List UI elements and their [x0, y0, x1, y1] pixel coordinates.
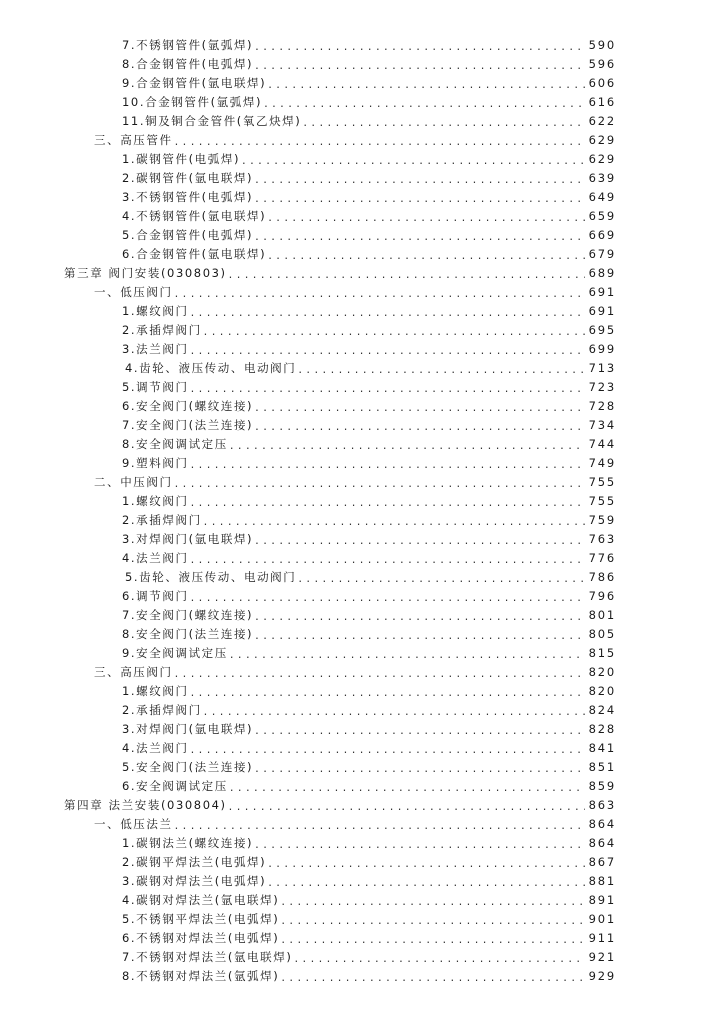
toc-page-number: 723: [588, 379, 616, 394]
toc-item-entry: [0, 529, 724, 548]
toc-item-entry: [0, 909, 724, 928]
dot-leader: [230, 780, 585, 794]
dot-leader: [175, 134, 585, 148]
toc-item-entry: [0, 339, 724, 358]
toc-entry-line: [122, 170, 616, 186]
toc-page-number: 824: [588, 702, 616, 717]
toc-entry-line: [122, 398, 616, 414]
dot-leader: [281, 970, 585, 984]
toc-section-entry: [0, 282, 724, 301]
dot-leader: [204, 704, 585, 718]
toc-page-number: 820: [588, 664, 616, 679]
toc-item-entry: [0, 681, 724, 700]
toc-entry-label: 10.合金钢管件(氩弧焊): [122, 94, 263, 109]
dot-leader: [268, 875, 585, 889]
toc-entry-line: [122, 588, 616, 604]
toc-entry-line: [94, 664, 616, 680]
dot-leader: [298, 571, 585, 585]
toc-item-entry: [0, 149, 724, 168]
toc-item-entry: [0, 928, 724, 947]
toc-entry-line: [122, 626, 616, 642]
toc-entry-line: [94, 284, 616, 300]
toc-entry-line: [122, 721, 616, 737]
toc-item-entry: [0, 852, 724, 871]
toc-item-entry: [0, 453, 724, 472]
toc-item-entry: [0, 320, 724, 339]
toc-entry-line: [94, 132, 616, 148]
toc-item-entry: [0, 548, 724, 567]
toc-page-number: 859: [588, 778, 616, 793]
toc-entry-line: [122, 949, 616, 965]
toc-entry-line: [122, 892, 616, 908]
toc-item-entry: [0, 35, 724, 54]
toc-entry-label: 6.不锈钢对焊法兰(电弧焊): [122, 930, 280, 945]
toc-page-number: 864: [588, 835, 616, 850]
toc-entry-label: 5.合金钢管件(电弧焊): [122, 227, 254, 242]
toc-item-entry: [0, 111, 724, 130]
toc-entry-label: 1.螺纹阀门: [122, 683, 189, 698]
toc-entry-label: 4.碳钢对焊法兰(氩电联焊): [122, 892, 280, 907]
toc-page-number: 691: [588, 303, 616, 318]
toc-entry-line: [122, 968, 616, 984]
toc-entry-label: 4.齿轮、液压传动、电动阀门: [125, 360, 297, 375]
dot-leader: [191, 457, 585, 471]
toc-item-entry: [0, 586, 724, 605]
dot-leader: [298, 362, 585, 376]
toc-entry-label: 2.承插焊阀门: [122, 322, 202, 337]
toc-item-entry: [0, 966, 724, 985]
dot-leader: [230, 438, 585, 452]
toc-item-entry: [0, 377, 724, 396]
toc-entry-label: 3.对焊阀门(氩电联焊): [122, 721, 254, 736]
toc-item-entry: [0, 396, 724, 415]
toc-page-number: 796: [588, 588, 616, 603]
toc-entry-label: 一、低压法兰: [94, 816, 173, 831]
toc-entry-line: [125, 360, 616, 376]
toc-entry-line: [122, 778, 616, 794]
toc-page-number: 801: [588, 607, 616, 622]
toc-entry-label: 二、中压阀门: [94, 474, 173, 489]
toc-page-number: 763: [588, 531, 616, 546]
toc-entry-line: [94, 816, 616, 832]
toc-item-entry: [0, 244, 724, 263]
toc-entry-line: [122, 151, 616, 167]
toc-entry-line: [122, 37, 616, 53]
toc-page-number: 881: [588, 873, 616, 888]
toc-entry-label: 3.法兰阀门: [122, 341, 189, 356]
toc-item-entry: [0, 434, 724, 453]
toc-entry-line: [122, 56, 616, 72]
toc-page-number: 691: [588, 284, 616, 299]
toc-section-entry: [0, 130, 724, 149]
dot-leader: [191, 685, 585, 699]
toc-entry-label: 8.安全阀调试定压: [122, 436, 228, 451]
toc-entry-label: 3.碳钢对焊法兰(电弧焊): [122, 873, 267, 888]
toc-page-number: 786: [588, 569, 616, 584]
toc-item-entry: [0, 567, 724, 586]
dot-leader: [268, 77, 585, 91]
toc-entry-label: 9.安全阀调试定压: [122, 645, 228, 660]
toc-entry-line: [122, 911, 616, 927]
toc-entry-label: 第三章 阀门安装(030803): [64, 265, 227, 280]
toc-item-entry: [0, 833, 724, 852]
toc-entry-label: 7.安全阀门(螺纹连接): [122, 607, 254, 622]
toc-entry-line: [122, 740, 616, 756]
toc-entry-line: [64, 797, 616, 813]
toc-page-number: 863: [588, 797, 616, 812]
toc-page-number: 864: [588, 816, 616, 831]
toc-page-number: 921: [588, 949, 616, 964]
toc-entry-label: 5.调节阀门: [122, 379, 189, 394]
toc-entry-line: [122, 436, 616, 452]
toc-item-entry: [0, 92, 724, 111]
toc-entry-line: [122, 303, 616, 319]
toc-page-number: 755: [588, 474, 616, 489]
toc-item-entry: [0, 605, 724, 624]
toc-entry-label: 6.安全阀门(螺纹连接): [122, 398, 254, 413]
dot-leader: [191, 590, 585, 604]
toc-entry-line: [122, 208, 616, 224]
toc-page-number: 929: [588, 968, 616, 983]
dot-leader: [175, 476, 585, 490]
toc-page-number: 728: [588, 398, 616, 413]
toc-page-number: 759: [588, 512, 616, 527]
toc-entry-label: 9.合金钢管件(氩电联焊): [122, 75, 267, 90]
toc-entry-label: 三、高压管件: [94, 132, 173, 147]
dot-leader: [268, 210, 585, 224]
toc-entry-line: [122, 835, 616, 851]
toc-entry-label: 1.螺纹阀门: [122, 493, 189, 508]
toc-entry-line: [122, 322, 616, 338]
dot-leader: [255, 58, 585, 72]
dot-leader: [281, 932, 585, 946]
toc-entry-line: [122, 702, 616, 718]
toc-entry-label: 7.安全阀门(法兰连接): [122, 417, 254, 432]
toc-item-entry: [0, 491, 724, 510]
toc-item-entry: [0, 168, 724, 187]
toc-item-entry: [0, 947, 724, 966]
toc-entry-label: 8.合金钢管件(电弧焊): [122, 56, 254, 71]
toc-entry-label: 7.不锈钢对焊法兰(氩电联焊): [122, 949, 293, 964]
toc-item-entry: [0, 54, 724, 73]
toc-page-number: 596: [588, 56, 616, 71]
toc-page-number: 805: [588, 626, 616, 641]
toc-entry-line: [122, 189, 616, 205]
toc-page-number: 590: [588, 37, 616, 52]
toc-page-number: 713: [588, 360, 616, 375]
dot-leader: [230, 647, 585, 661]
toc-entry-line: [122, 531, 616, 547]
toc-entry-label: 7.不锈钢管件(氩弧焊): [122, 37, 254, 52]
toc-page-number: 828: [588, 721, 616, 736]
toc-entry-label: 6.安全阀调试定压: [122, 778, 228, 793]
dot-leader: [255, 837, 585, 851]
toc-item-entry: [0, 757, 724, 776]
toc-entry-label: 2.承插焊阀门: [122, 512, 202, 527]
dot-leader: [229, 799, 585, 813]
toc-entry-line: [122, 94, 616, 110]
toc-entry-line: [122, 645, 616, 661]
toc-item-entry: [0, 643, 724, 662]
dot-leader: [255, 419, 585, 433]
toc-entry-line: [122, 417, 616, 433]
toc-page-number: 606: [588, 75, 616, 90]
dot-leader: [255, 400, 585, 414]
toc-page-number: 669: [588, 227, 616, 242]
dot-leader: [255, 172, 585, 186]
dot-leader: [255, 191, 585, 205]
toc-page-number: 649: [588, 189, 616, 204]
toc-item-entry: [0, 871, 724, 890]
toc-entry-line: [122, 341, 616, 357]
toc-page-number: 776: [588, 550, 616, 565]
toc-entry-line: [94, 474, 616, 490]
toc-page-number: 820: [588, 683, 616, 698]
toc-entry-line: [125, 569, 616, 585]
dot-leader: [268, 856, 585, 870]
toc-page-number: 841: [588, 740, 616, 755]
dot-leader: [281, 913, 585, 927]
dot-leader: [191, 742, 585, 756]
toc-entry-line: [122, 246, 616, 262]
dot-leader: [294, 951, 585, 965]
toc-entry-line: [122, 493, 616, 509]
toc-page-number: 911: [588, 930, 616, 945]
toc-entry-label: 5.安全阀门(法兰连接): [122, 759, 254, 774]
toc-entry-label: 2.碳钢管件(氩电联焊): [122, 170, 254, 185]
toc-entry-line: [122, 607, 616, 623]
dot-leader: [255, 628, 585, 642]
toc-item-entry: [0, 738, 724, 757]
dot-leader: [255, 761, 585, 775]
toc-entry-label: 三、高压阀门: [94, 664, 173, 679]
toc-entry-line: [122, 759, 616, 775]
toc-entry-line: [122, 550, 616, 566]
toc-item-entry: [0, 510, 724, 529]
toc-chapter-entry: [0, 263, 724, 282]
toc-entry-line: [122, 930, 616, 946]
table-of-contents: [0, 35, 724, 985]
dot-leader: [255, 229, 585, 243]
toc-entry-label: 8.安全阀门(法兰连接): [122, 626, 254, 641]
toc-page-number: 689: [588, 265, 616, 280]
toc-item-entry: [0, 358, 724, 377]
toc-entry-label: 6.调节阀门: [122, 588, 189, 603]
dot-leader: [281, 894, 585, 908]
toc-page-number: 616: [588, 94, 616, 109]
toc-entry-label: 第四章 法兰安装(030804): [64, 797, 227, 812]
toc-page-number: 749: [588, 455, 616, 470]
dot-leader: [175, 818, 585, 832]
toc-entry-label: 1.碳钢法兰(螺纹连接): [122, 835, 254, 850]
toc-entry-line: [122, 227, 616, 243]
toc-entry-label: 1.螺纹阀门: [122, 303, 189, 318]
toc-item-entry: [0, 187, 724, 206]
dot-leader: [242, 153, 585, 167]
toc-item-entry: [0, 225, 724, 244]
toc-entry-label: 2.碳钢平焊法兰(电弧焊): [122, 854, 267, 869]
toc-entry-label: 11.铜及铜合金管件(氧乙炔焊): [122, 113, 302, 128]
dot-leader: [229, 267, 585, 281]
dot-leader: [268, 248, 585, 262]
toc-page-number: 679: [588, 246, 616, 261]
toc-page-number: 744: [588, 436, 616, 451]
dot-leader: [191, 495, 585, 509]
toc-item-entry: [0, 890, 724, 909]
toc-item-entry: [0, 73, 724, 92]
toc-section-entry: [0, 662, 724, 681]
toc-entry-line: [64, 265, 616, 281]
toc-entry-label: 1.碳钢管件(电弧焊): [122, 151, 241, 166]
toc-entry-label: 6.合金钢管件(氩电联焊): [122, 246, 267, 261]
toc-entry-label: 3.对焊阀门(氩电联焊): [122, 531, 254, 546]
toc-page-number: 755: [588, 493, 616, 508]
toc-page-number: 891: [588, 892, 616, 907]
dot-leader: [175, 666, 585, 680]
dot-leader: [264, 96, 585, 110]
toc-page-number: 695: [588, 322, 616, 337]
toc-item-entry: [0, 301, 724, 320]
dot-leader: [255, 609, 585, 623]
toc-section-entry: [0, 814, 724, 833]
toc-item-entry: [0, 206, 724, 225]
toc-entry-label: 5.不锈钢平焊法兰(电弧焊): [122, 911, 280, 926]
toc-entry-line: [122, 379, 616, 395]
toc-page-number: 639: [588, 170, 616, 185]
toc-entry-label: 9.塑料阀门: [122, 455, 189, 470]
dot-leader: [191, 305, 585, 319]
dot-leader: [204, 324, 585, 338]
dot-leader: [175, 286, 585, 300]
toc-entry-label: 4.法兰阀门: [122, 550, 189, 565]
toc-page-number: 867: [588, 854, 616, 869]
toc-entry-line: [122, 75, 616, 91]
dot-leader: [191, 343, 585, 357]
dot-leader: [204, 514, 585, 528]
toc-entry-label: 2.承插焊阀门: [122, 702, 202, 717]
toc-page-number: 815: [588, 645, 616, 660]
toc-item-entry: [0, 719, 724, 738]
toc-page-number: 629: [588, 132, 616, 147]
toc-entry-line: [122, 854, 616, 870]
dot-leader: [255, 533, 585, 547]
toc-page-number: 622: [588, 113, 616, 128]
toc-entry-label: 4.不锈钢管件(氩电联焊): [122, 208, 267, 223]
toc-item-entry: [0, 700, 724, 719]
toc-entry-label: 一、低压阀门: [94, 284, 173, 299]
dot-leader: [255, 39, 585, 53]
toc-entry-label: 4.法兰阀门: [122, 740, 189, 755]
toc-page-number: 734: [588, 417, 616, 432]
toc-entry-line: [122, 683, 616, 699]
dot-leader: [255, 723, 585, 737]
toc-entry-line: [122, 455, 616, 471]
toc-page-number: 629: [588, 151, 616, 166]
toc-entry-label: 5.齿轮、液压传动、电动阀门: [125, 569, 297, 584]
toc-page-number: 901: [588, 911, 616, 926]
toc-entry-line: [122, 113, 616, 129]
toc-entry-line: [122, 873, 616, 889]
toc-item-entry: [0, 415, 724, 434]
dot-leader: [303, 115, 585, 129]
toc-entry-label: 8.不锈钢对焊法兰(氩弧焊): [122, 968, 280, 983]
toc-item-entry: [0, 776, 724, 795]
dot-leader: [191, 381, 585, 395]
toc-section-entry: [0, 472, 724, 491]
toc-page-number: 659: [588, 208, 616, 223]
toc-page-number: 699: [588, 341, 616, 356]
toc-chapter-entry: [0, 795, 724, 814]
toc-item-entry: [0, 624, 724, 643]
toc-entry-label: 3.不锈钢管件(电弧焊): [122, 189, 254, 204]
dot-leader: [191, 552, 585, 566]
toc-entry-line: [122, 512, 616, 528]
toc-page-number: 851: [588, 759, 616, 774]
